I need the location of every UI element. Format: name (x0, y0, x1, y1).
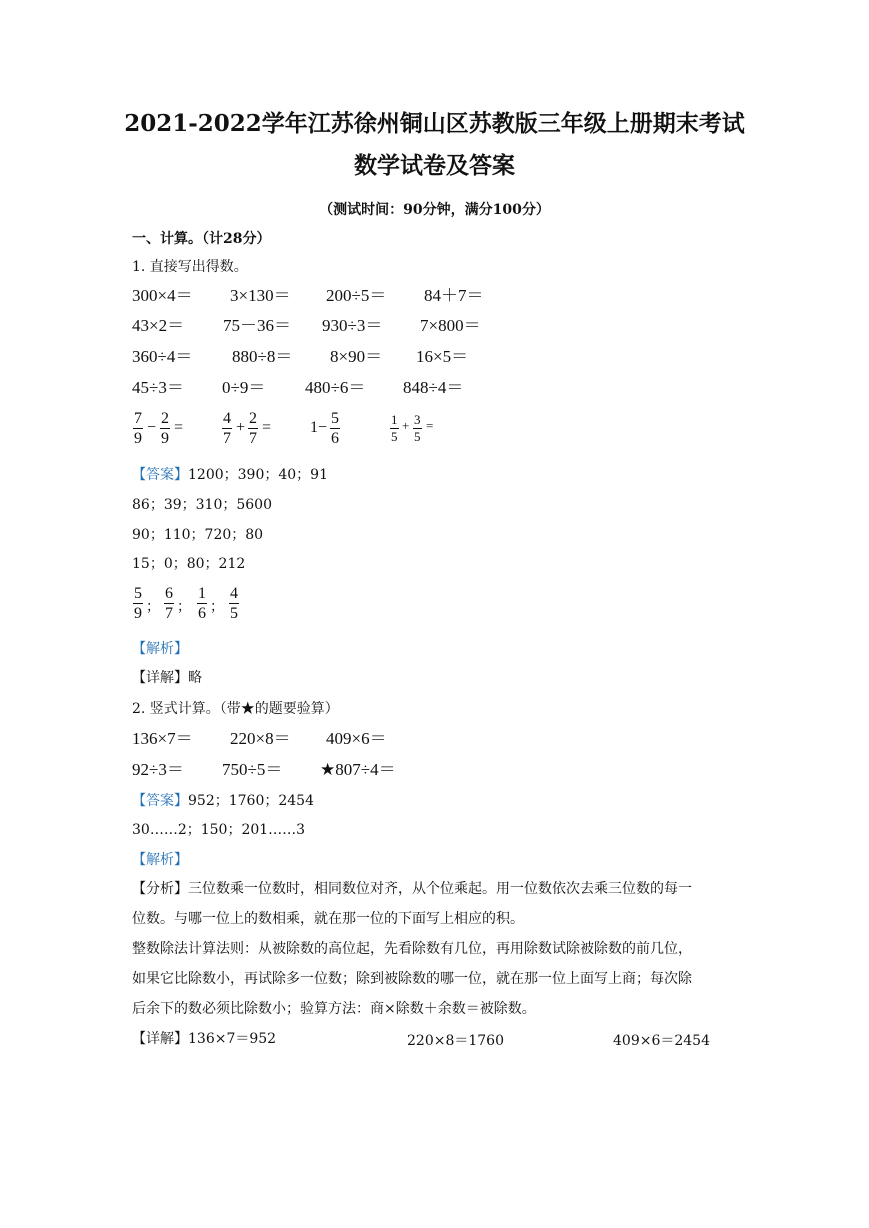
analysis-tag: 【解析】 (132, 852, 188, 868)
fraction: 3 5 (414, 412, 421, 444)
problem: 880÷8＝ (232, 347, 293, 366)
problem: 200÷5＝ (326, 286, 387, 305)
problem: 3×130＝ (230, 286, 291, 305)
answer-fraction: 1 6 (198, 585, 206, 622)
question-1-label: 1. 直接写出得数。 (132, 259, 248, 275)
analysis-line: 如果它比除数小，再试除多一位数；除到被除数的哪一位，就在那一位上面写上商；每次除 (132, 971, 692, 987)
page-title: 2021-2022学年江苏徐州铜山区苏教版三年级上册期末考试 (124, 110, 745, 137)
analysis-line (132, 880, 692, 898)
analysis-line: 后余下的数必须比除数小；验算方法：商×除数＋余数＝被除数。 (132, 1001, 536, 1017)
problem: 8×90＝ (330, 347, 383, 366)
fraction: 4 7 (223, 410, 231, 447)
problem: 45÷3＝ (132, 378, 184, 397)
answer-fraction: 6 7 (165, 585, 173, 622)
problem: 84＋7＝ (424, 286, 484, 305)
problem: 360÷4＝ (132, 347, 193, 366)
problem: 0÷9＝ (222, 378, 266, 397)
operator: − (147, 419, 157, 436)
answer-fraction: 5 9 (134, 585, 142, 622)
detail-item: 136×7＝952 (188, 1031, 277, 1047)
fraction: 2 7 (249, 410, 257, 447)
separator: ； (177, 600, 191, 615)
question-2-label: 2. 竖式计算。（带★的题要验算） (132, 701, 339, 717)
page-title-line2: 数学试卷及答案 (354, 152, 515, 179)
detail-line (132, 1030, 276, 1048)
section-heading: 一、计算。（计28分） (132, 231, 271, 247)
analysis-tag: 【解析】 (132, 641, 188, 657)
problem: 409×6＝ (326, 729, 387, 748)
fraction: 7 9 (134, 410, 142, 447)
problem: 930÷3＝ (322, 316, 383, 335)
answer-tag: 【答案】 (132, 793, 188, 809)
analysis-line: 整数除法计算法则：从被除数的高位起，先看除数有几位，再用除数试除被除数的前几位， (132, 941, 692, 957)
operator: 1− (310, 419, 328, 436)
answer-line (132, 792, 314, 810)
detail-item: 409×6＝2454 (613, 1033, 710, 1049)
analysis-text: 三位数乘一位数时，相同数位对齐，从个位乘起。用一位数依次去乘三位数的每一 (188, 881, 692, 897)
detail-tag: 【详解】 (132, 1031, 188, 1047)
problem: 300×4＝ (132, 286, 193, 305)
fraction: 2 9 (161, 410, 169, 447)
problem: 92÷3＝ (132, 760, 184, 779)
problem: 43×2＝ (132, 316, 185, 335)
subtitle: （测试时间：90分钟，满分100分） (319, 202, 550, 218)
detail-item: 220×8＝1760 (407, 1033, 504, 1049)
operator: + (402, 418, 410, 433)
problem: ★807÷4＝ (320, 760, 396, 779)
problem: 750÷5＝ (222, 760, 283, 779)
answer-line: 15；0；80；212 (132, 556, 246, 572)
problem: 480÷6＝ (305, 378, 366, 397)
answer-line (132, 466, 328, 484)
separator: ； (146, 600, 160, 615)
operator: = (174, 419, 184, 436)
separator: ； (210, 600, 224, 615)
fenxi-tag: 【分析】 (132, 881, 188, 897)
operator: = (262, 419, 272, 436)
answer-line: 30……2；150；201……3 (132, 822, 306, 838)
operator: = (426, 418, 434, 433)
problem: 75－36＝ (223, 316, 291, 335)
analysis-line: 位数。与哪一位上的数相乘，就在那一位的下面写上相应的积。 (132, 911, 524, 927)
problem: 220×8＝ (230, 729, 291, 748)
answer-tag: 【答案】 (132, 467, 188, 483)
answer-fraction: 4 5 (230, 585, 238, 622)
answer-text: 952；1760；2454 (188, 793, 314, 809)
problem: 16×5＝ (416, 347, 469, 366)
detail-line: 【详解】略 (132, 670, 202, 686)
fraction: 1 5 (391, 412, 398, 444)
answer-line: 86；39；310；5600 (132, 497, 272, 513)
problem: 7×800＝ (420, 316, 481, 335)
fraction: 5 6 (331, 410, 339, 447)
answer-text: 1200；390；40；91 (188, 467, 328, 483)
problem: 136×7＝ (132, 729, 193, 748)
operator: + (236, 419, 246, 436)
answer-line: 90；110；720；80 (132, 527, 264, 543)
problem: 848÷4＝ (403, 378, 464, 397)
